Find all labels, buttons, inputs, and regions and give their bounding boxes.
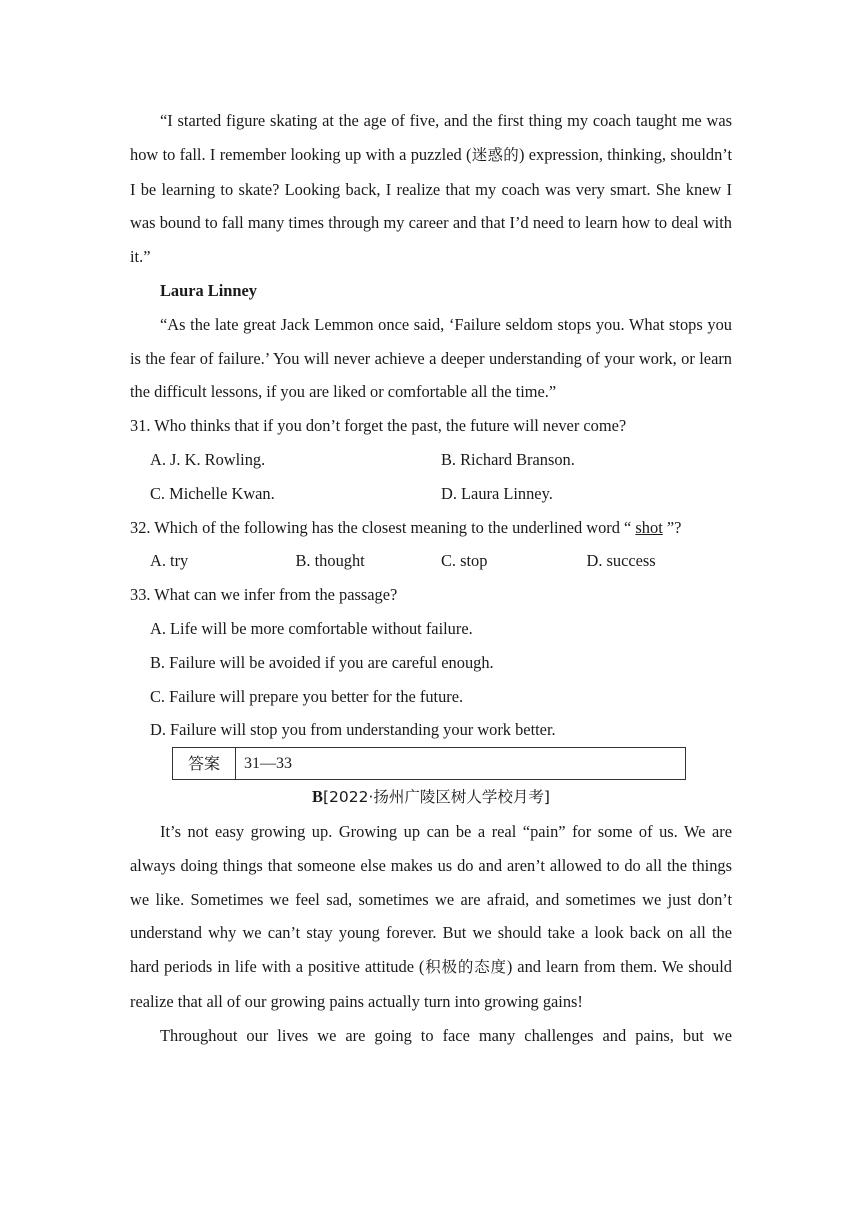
section-b-paragraph-1	[130, 815, 732, 1019]
section-b-para1-part2: ) and learn from them. We should realize that all of our growing pains actually turn into growing gains!	[130, 957, 732, 1011]
question-33-option-c: C. Failure will prepare you better for the future.	[150, 686, 464, 706]
question-31-stem: 31. Who thinks that if you don’t forget the past, the future will never come?	[130, 416, 627, 436]
question-31-option-a: A. J. K. Rowling.	[150, 449, 266, 469]
question-32-option-a: A. try	[150, 551, 189, 571]
question-32-option-c: C. stop	[441, 551, 488, 571]
speaker-name: Laura Linney	[160, 280, 257, 300]
question-32-options	[130, 544, 732, 578]
question-33-option-d: D. Failure will stop you from understanding your work better.	[150, 720, 556, 740]
answer-box	[172, 747, 686, 780]
kwan-quote-paragraph	[130, 104, 732, 274]
question-32-stem-before: 32. Which of the following has the closest meaning to the underlined word “	[130, 517, 636, 537]
question-33-option-b: B. Failure will be avoided if you are careful enough.	[150, 652, 494, 672]
kwan-quote-part1: “I started figure skating at the age of five, and the first thing my coach taught me was how to fall. I remember looking up with a puzzled (	[130, 111, 732, 164]
linney-quote-paragraph: “As the late great Jack Lemmon once said, ‘Failure seldom stops you. What stops you is the fear of failure.’ You will never achieve a deeper understanding of your work, or learn the difficult lessons, if you are liked or comfortable all the time.”	[130, 314, 732, 402]
section-b-paragraph-2: Throughout our lives we are going to face many challenges and pains, but we	[160, 1025, 732, 1045]
question-31-option-c: C. Michelle Kwan.	[150, 483, 275, 503]
question-32-stem-after: ”?	[662, 517, 682, 537]
section-b-source: [2022·扬州广陵区树人学校月考]	[322, 788, 550, 807]
kwan-quote-cn-gloss: 迷惑的	[471, 145, 519, 164]
question-31-option-d: D. Laura Linney.	[441, 483, 553, 503]
question-31-options-row1	[130, 443, 732, 477]
answer-label: 答案	[173, 748, 236, 779]
question-31-option-b: B. Richard Branson.	[441, 449, 575, 469]
answer-range: 31—33	[244, 754, 292, 772]
question-33-stem: 33. What can we infer from the passage?	[130, 585, 398, 605]
kwan-quote-part2: ) expression, thinking, shouldn’t I be learning to skate? Looking back, I realize that my coach was very smart. She knew I was bound to fall many times through my career and that I’d need to learn how to deal with it.”	[130, 144, 732, 267]
question-32-stem	[130, 511, 732, 545]
section-b-letter: B	[312, 787, 323, 807]
question-32-option-b: B. thought	[295, 551, 365, 571]
underlined-word: shot	[635, 517, 663, 537]
section-b-para1-part1: It’s not easy growing up. Growing up can be a real “pain” for some of us. We are always doing things that someone else makes us do and aren’t allowed to do all the things we like. Sometimes we feel sad, sometimes we are afraid, and sometimes we just don’t understand why we can’t stay young forever. But we should take a look back on all the hard periods in life with a positive attitude (	[130, 821, 732, 977]
question-31-options-row2	[130, 477, 732, 511]
section-b-heading	[130, 780, 732, 815]
section-b-para1-cn-gloss: 积极的态度	[424, 958, 507, 977]
page-content	[130, 104, 732, 1053]
question-33-option-a: A. Life will be more comfortable without failure.	[150, 618, 473, 638]
question-32-option-d: D. success	[586, 551, 656, 571]
